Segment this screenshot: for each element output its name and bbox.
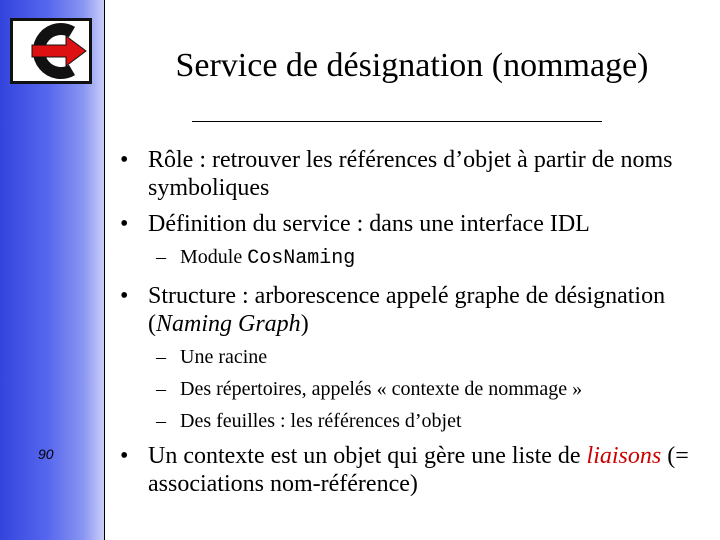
contexte-suffix: (= associations nom-référence) bbox=[148, 443, 689, 497]
subbullet-feuilles bbox=[156, 409, 716, 433]
structure-suffix: ) bbox=[300, 311, 309, 337]
dash-marker: – bbox=[156, 346, 166, 368]
dash-marker: – bbox=[156, 378, 166, 400]
bullet-marker: • bbox=[120, 147, 129, 173]
bullet-text: Définition du service : dans une interface IDL bbox=[148, 211, 590, 237]
subbullet-text: Des répertoires, appelés « contexte de nommage » bbox=[180, 378, 583, 400]
slide-title: Service de désignation (nommage) bbox=[175, 47, 649, 84]
structure-prefix: Structure : arborescence appelé graphe de désignation ( bbox=[148, 283, 666, 337]
subbullet-repertoires bbox=[156, 377, 716, 401]
page-number: 90 bbox=[38, 446, 54, 462]
bullet-definition bbox=[120, 210, 710, 238]
bullet-structure bbox=[120, 282, 710, 338]
subbullet-text: Des feuilles : les références d’objet bbox=[180, 410, 462, 432]
module-prefix: Module bbox=[180, 246, 248, 268]
bullet-text bbox=[148, 282, 710, 338]
bullet-text: Rôle : retrouver les références d’objet à partir de noms symboliques bbox=[148, 147, 673, 201]
dash-marker: – bbox=[156, 246, 166, 268]
subbullet-module bbox=[156, 245, 716, 271]
subbullet-racine bbox=[156, 345, 716, 369]
subbullet-text bbox=[180, 245, 716, 271]
bullet-marker: • bbox=[120, 443, 129, 469]
contexte-prefix: Un contexte est un objet qui gère une liste de bbox=[148, 443, 587, 469]
bullet-text bbox=[148, 442, 710, 498]
subbullet-text: Une racine bbox=[180, 346, 268, 368]
contexte-emphasis: liaisons bbox=[586, 443, 662, 469]
module-code: CosNaming bbox=[247, 247, 356, 270]
bullet-marker: • bbox=[120, 211, 129, 237]
bullet-marker: • bbox=[120, 283, 129, 309]
structure-emphasis: Naming Graph bbox=[156, 311, 301, 337]
dash-marker: – bbox=[156, 410, 166, 432]
bullet-role bbox=[120, 146, 710, 202]
bullet-contexte bbox=[120, 442, 710, 498]
